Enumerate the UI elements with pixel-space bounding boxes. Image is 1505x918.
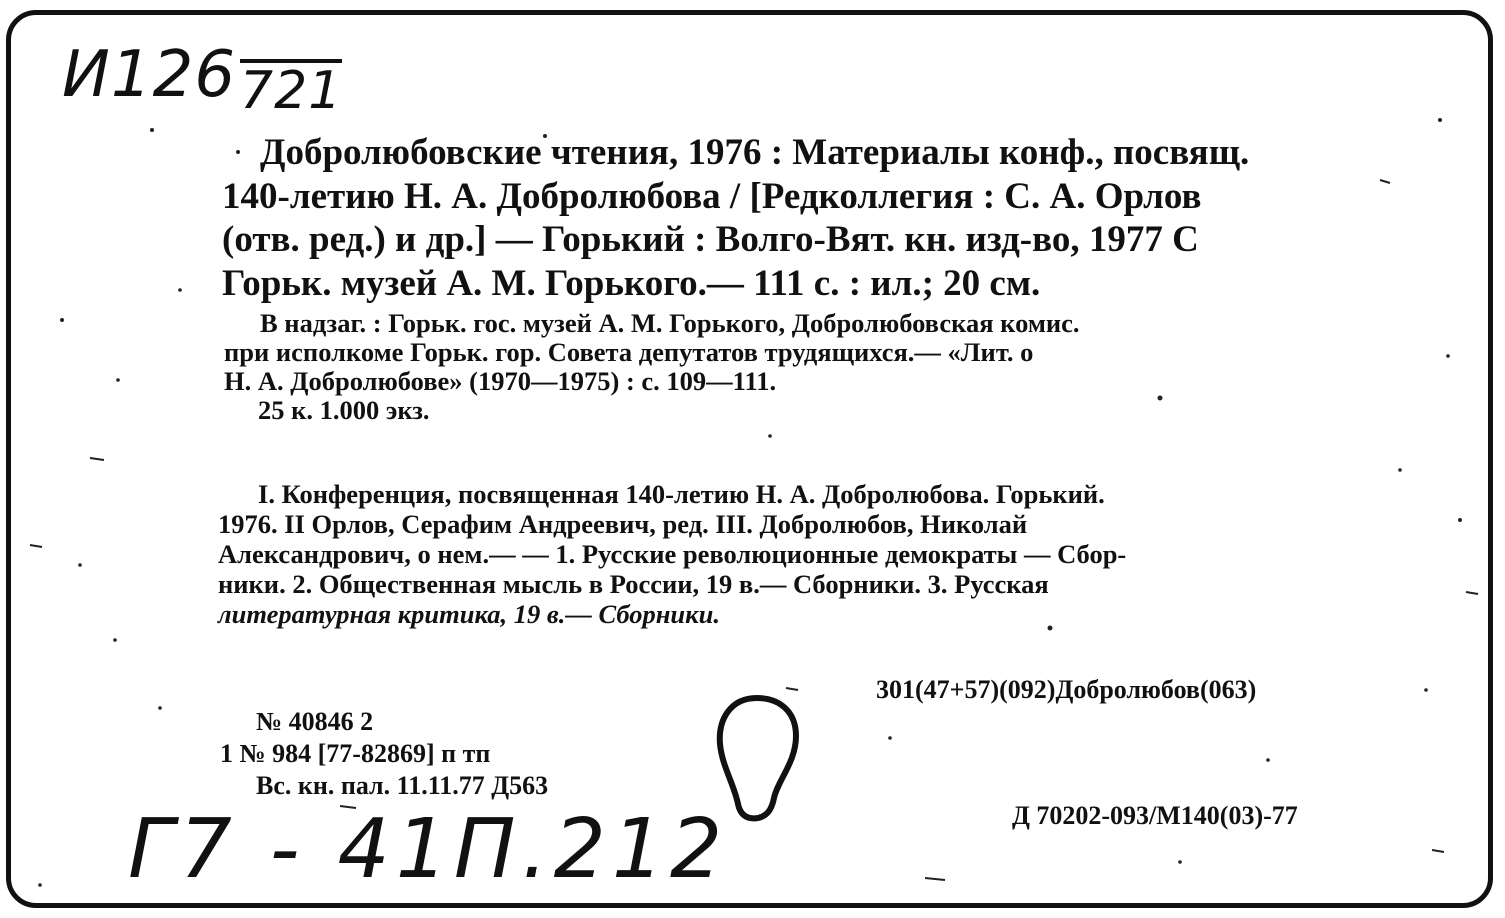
handwritten-code: И126 [62, 38, 237, 112]
handwritten-inventory-code: Г7 - 41П.212 [128, 802, 729, 897]
price-line: 25 к. 1.000 экз. [258, 395, 430, 425]
handwritten-shelf-mark [62, 38, 343, 121]
subject-line: 1976. II Орлов, Серафим Андреевич, ред. III. Добролюбов, Николай [218, 509, 1028, 539]
book-chamber-stamp: Вс. кн. пал. 11.11.77 Д563 [256, 771, 549, 800]
bibliographic-title [222, 131, 1249, 305]
note-line: при исполкоме Горьк. гор. Совета депутатов трудящихся.— «Лит. о [224, 337, 1034, 367]
subject-line: литературная критика, 19 в.— Сборники. [218, 599, 720, 629]
price-index-code: Д 70202-093/М140(03)-77 [1012, 801, 1298, 830]
note-line: В надзаг. : Горьк. гос. музей А. М. Горького, Добролюбовская комис. [260, 308, 1080, 338]
handwritten-fraction: 721 [240, 61, 343, 121]
note-line: Н. А. Добролюбове» (1970—1975) : с. 109—111. [224, 366, 777, 396]
subject-line: ники. 2. Общественная мысль в России, 19 в.— Сборники. 3. Русская [218, 569, 1049, 599]
subject-headings [218, 479, 1126, 629]
subject-line: I. Конференция, посвященная 140-летию Н. А. Добролюбова. Горький. [258, 479, 1105, 509]
title-line: Добролюбовские чтения, 1976 : Материалы конф., посвящ. [260, 132, 1250, 173]
title-line: Горьк. музей А. М. Горького.— 111 с. : ил.; 20 см. [222, 262, 1041, 304]
title-line: (отв. ред.) и др.] — Горький : Волго-Вят. кн. изд-во, 1977 С [222, 219, 1199, 260]
card-number: № 40846 2 [256, 707, 374, 736]
bibliographic-notes [224, 309, 1080, 425]
subject-line: Александрович, о нем.— — 1. Русские революционные демократы — Сбор- [218, 539, 1127, 569]
title-line: 140-летию Н. А. Добролюбова / [Редколлегия : С. А. Орлов [222, 175, 1202, 217]
classification-code: 301(47+57)(092)Добролюбов(063) [876, 675, 1257, 704]
card-order-number: 1 № 984 [77-82869] п тп [220, 739, 491, 768]
card-registration-info [220, 706, 548, 802]
